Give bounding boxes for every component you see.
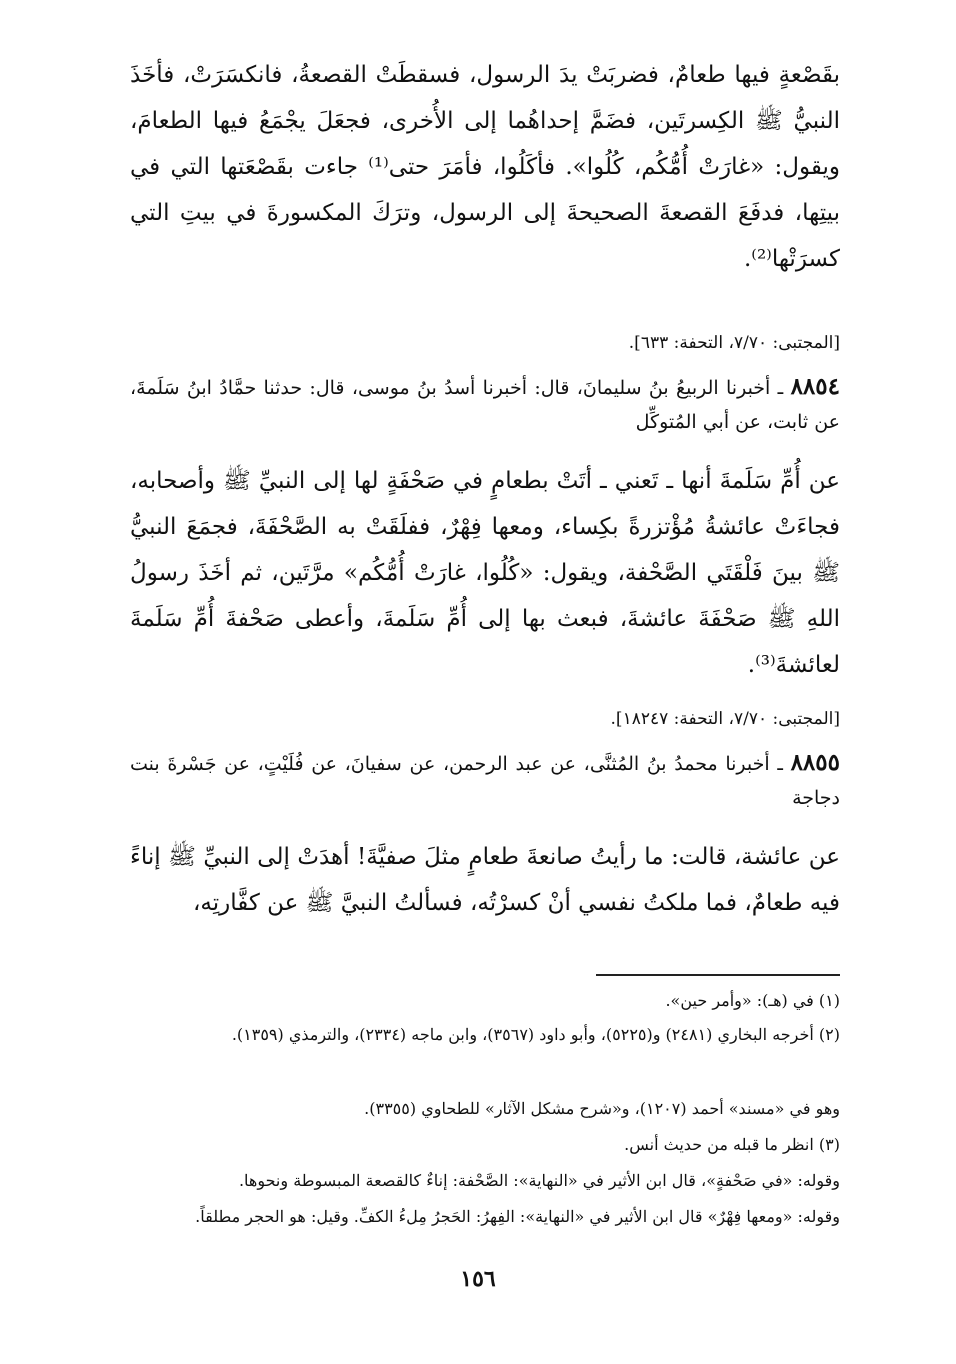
footnote: وهو في «مسند» أحمد (١٢٠٧)، و«شرح مشكل الآثار» للطحاوي (٣٣٥٥). <box>364 1099 840 1118</box>
footnote: (٢) أخرجه البخاري (٢٤٨١) و(٥٢٢٥)، وأبو داود (٣٥٦٧)، وابن ماجه (٢٣٣٤)، والترمذي (١٣٥٩). <box>231 1025 840 1044</box>
hadith-number: ٨٨٥٤ <box>790 373 840 400</box>
footnote-divider <box>596 974 840 976</box>
reference-line: [المجتبى: ٧/٧٠، التحفة: ٦٣٣]. <box>628 333 840 353</box>
footnote: (٣) انظر ما قبله من حديث أنس. <box>624 1135 840 1154</box>
isnad-text: ـ أخبرنا الربيعُ بنُ سليمانَ، قال: أخبرنا أسدُ بنُ موسى، قال: حدثنا حمَّادُ ابنُ سَلَمةَ، عن ثابت، عن أبي المُتوكِّل <box>130 377 840 433</box>
hadith-number: ٨٨٥٥ <box>790 749 840 776</box>
isnad-text: ـ أخبرنا محمدُ بنُ المُثنَّى، عن عبد الرحمن، عن سفيانَ، عن فُلَيْتٍ، عن جَسْرةَ بنت دجاجة <box>130 753 840 809</box>
footnote: (١) في (هـ): «وأمر حين». <box>665 991 840 1010</box>
hadith-matn: عن أُمِّ سَلَمةَ أنها ـ تَعني ـ أتَتْ بطعامٍ في صَحْفَةٍ لها إلى النبيِّ ﷺ وأصحابه، فجاءَتْ عائشةُ مُؤْتزرةً بكِساء، ومعها فِهْرٌ، ففلَقَتْ به الصَّحْفَةَ، فجمَعَ النبيُّ ﷺ بينَ فَلْقَتَي الصَّحْفة، ويقول: «كُلُوا، غارَتْ أُمُّكُم» مرَّتَين، ثم أخَذَ رسولُ اللهِ ﷺ صَحْفَةَ عائشةَ، فبعث بها إلى أُمِّ سَلَمةَ، وأعطى صَحْفةَ أُمِّ سَلَمةَ لعائشةَ⁽³⁾. <box>130 468 840 678</box>
reference-line: [المجتبى: ٧/٧٠، التحفة: ١٨٢٤٧]. <box>610 709 840 729</box>
hadith-isnad <box>130 746 840 818</box>
footnote: وقوله: «في صَحْفةٍ»، قال ابن الأثير في «النهاية»: الصَّحْفة: إناءٌ كالقصعة المبسوطة ونحوها. <box>238 1171 840 1190</box>
footnote: وقوله: «ومعها فِهْرٌ» قال ابن الأثير في «النهاية»: الفِهرُ: الحَجرُ مِلءُ الكفِّ. وقيل: هو الحجر مطلقاً. <box>195 1207 840 1226</box>
passage-text: بقَصْعةٍ فيها طعامٌ، فضربَتْ يدَ الرسول، فسقطَتْ القصعةُ، فانكسَرَتْ، فأخَذَ النبيُّ ﷺ الكِسرتَين، فضَمَّ إحداهُما إلى الأُخرى، فجعَلَ يجْمَعُ فيها الطعامَ، ويقول: «غارَتْ أُمُّكُم، كُلُوا». فأكَلُوا، فأمَرَ حتى⁽¹⁾ جاءت بقَصْعَتها التي في بيتِها، فدفَعَ القصعةَ الصحيحةَ إلى الرسول، وترَكَ المكسورةَ في بيتِ التي كسرَتْها⁽²⁾. <box>130 62 840 272</box>
page-number: ١٥٦ <box>460 1266 496 1292</box>
hadith-matn: عن عائشة، قالت: ما رأيتُ صانعةَ طعامٍ مثلَ صفيَّةَ! أهدَتْ إلى النبيِّ ﷺ إناءً فيه طعامٌ، فما ملكتُ نفسي أنْ كسرْتُه، فسألتُ النبيَّ ﷺ عن كفَّارتِه، <box>130 844 840 916</box>
hadith-isnad <box>130 370 840 442</box>
